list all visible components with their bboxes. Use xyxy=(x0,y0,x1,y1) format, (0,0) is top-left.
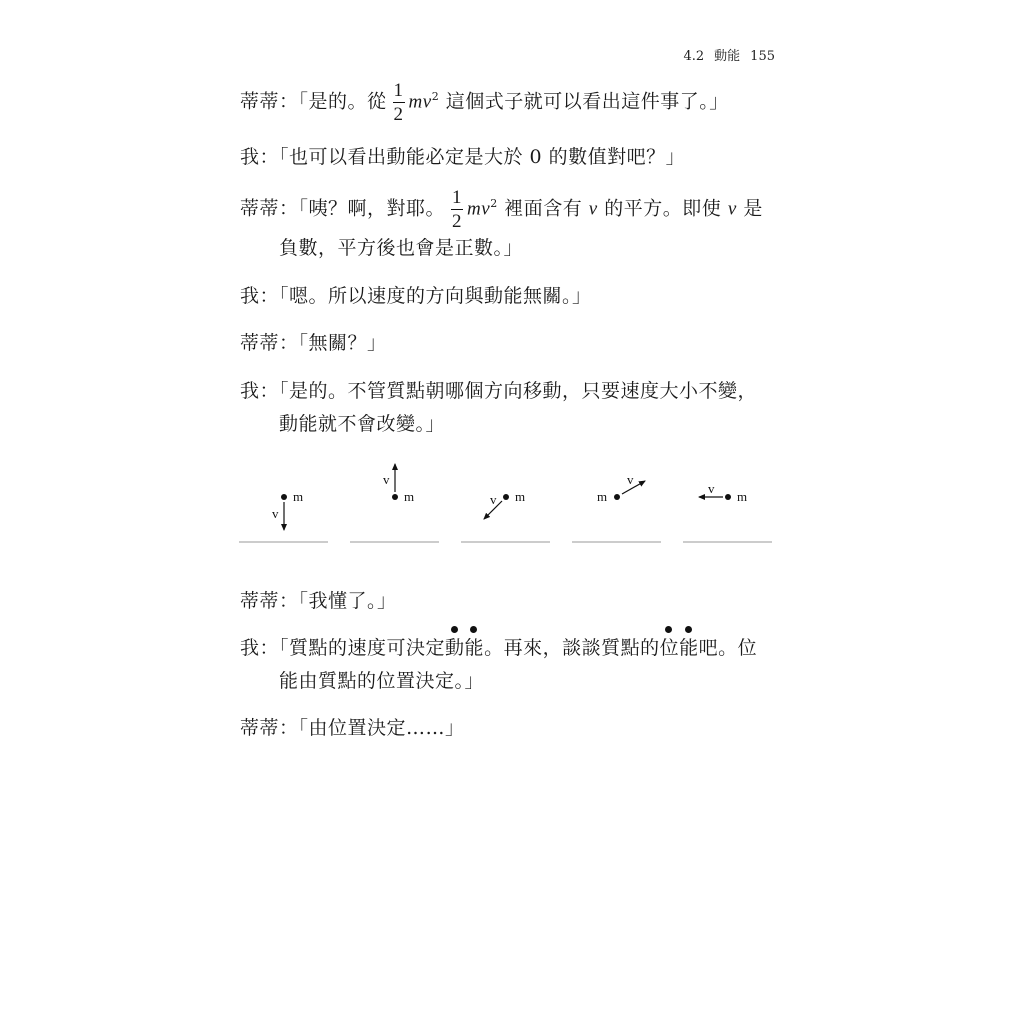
panel-up xyxy=(350,464,439,542)
section-title: 動能 xyxy=(714,49,741,64)
speaker: 蒂蒂： xyxy=(240,197,299,220)
velocity-label: v xyxy=(627,472,634,487)
dialogue-continuation: 動能就不會改變。」 xyxy=(279,413,446,435)
emphasis-dot-char: 位 xyxy=(659,637,680,659)
speaker: 我： xyxy=(240,146,280,168)
page-number: 155 xyxy=(750,49,775,64)
emphasis-dot-char: 動 xyxy=(445,637,465,659)
mass-point xyxy=(503,494,509,500)
velocity-arrow xyxy=(622,481,645,494)
mass-point xyxy=(614,494,620,500)
dialogue-line: 蒂蒂：「無關？」 xyxy=(240,332,387,354)
velocity-label: v xyxy=(490,492,497,507)
formula: mv xyxy=(408,91,432,113)
mass-point xyxy=(392,494,398,500)
dialogue-line: 蒂蒂：「咦？啊，對耶。 $\frac{1}{2}$ $mv^2$ 裡面含有 v 的平方。即使 v 是 xyxy=(240,187,763,232)
speaker: 我： xyxy=(240,637,280,659)
dialogue-line: 蒂蒂：「我懂了。」 xyxy=(240,590,397,612)
speaker: 我： xyxy=(240,380,280,402)
panel-left xyxy=(683,481,772,542)
dialogue-continuation: 負數，平方後也會是正數。」 xyxy=(279,237,524,259)
mass-point xyxy=(281,494,287,500)
panel-down xyxy=(239,489,328,542)
dialogue-line: 我：「質點的速度可決定動能。再來，談談質點的位能吧。位 xyxy=(240,637,758,659)
mass-label: m xyxy=(404,489,415,504)
dialogue-line: 我：「是的。不管質點朝哪個方向移動，只要速度大小不變， xyxy=(240,380,758,402)
panel-up-right xyxy=(572,472,661,542)
fraction: $\frac{1}{2}$ xyxy=(393,80,404,125)
formula: mv xyxy=(467,198,491,220)
emphasis-dot-char: 能 xyxy=(464,637,485,659)
speaker: 蒂蒂： xyxy=(240,717,299,739)
velocity-label: v xyxy=(708,481,715,496)
fraction: $\frac{1}{2}$ xyxy=(452,187,463,232)
velocity-label: v xyxy=(383,472,390,487)
dialogue-continuation: 能由質點的位置決定。」 xyxy=(279,670,485,692)
panel-down-left xyxy=(461,489,550,542)
mass-point xyxy=(725,494,731,500)
section-number: 4.2 xyxy=(683,49,705,64)
speaker: 蒂蒂： xyxy=(240,590,299,612)
emphasis-dot-char: 能 xyxy=(679,637,699,659)
velocity-direction-diagram xyxy=(235,455,780,547)
dialogue-line: 我：「也可以看出動能必定是大於 0 的數值對吧？」 xyxy=(240,146,686,168)
dialogue-line: 蒂蒂：「是的。從 $\frac{1}{2}$ $mv^2$ 這個式子就可以看出這件事了。」 xyxy=(240,80,729,125)
dialogue-line: 我：「嗯。所以速度的方向與動能無關。」 xyxy=(240,285,592,307)
speaker: 我： xyxy=(240,285,280,307)
running-header xyxy=(660,45,775,64)
speaker: 蒂蒂： xyxy=(240,332,299,354)
speaker: 蒂蒂： xyxy=(240,90,299,113)
velocity-label: v xyxy=(272,506,279,521)
mass-label: m xyxy=(597,489,608,504)
mass-label: m xyxy=(737,489,748,504)
dialogue-line: 蒂蒂：「由位置決定……」 xyxy=(240,717,465,739)
mass-label: m xyxy=(293,489,304,504)
mass-label: m xyxy=(515,489,526,504)
